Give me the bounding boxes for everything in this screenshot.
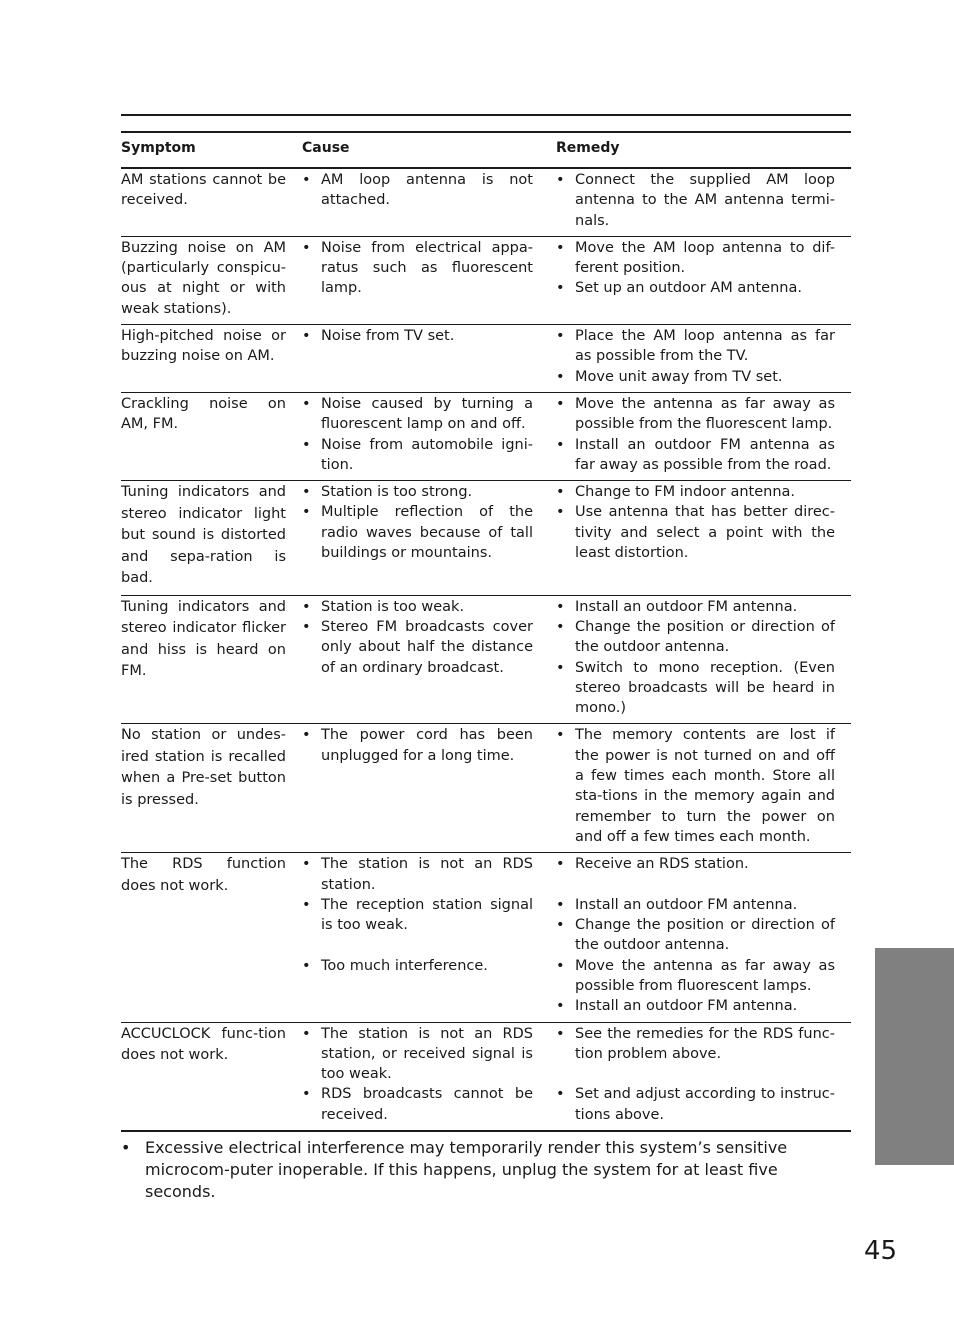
table-row	[121, 392, 851, 480]
cause-item: • Multiple reflection of the radio waves because of tall buildings or mountains.	[302, 502, 533, 563]
remedy-cell	[549, 325, 851, 393]
cause-item: • Stereo FM broadcasts cover only about half the distance of an ordinary broadcast.	[302, 617, 533, 678]
remedy-item: • Install an outdoor FM antenna.	[556, 597, 835, 617]
remedy-item: • See the remedies for the RDS func-tion problem above.	[556, 1024, 835, 1065]
cause-item: • Too much interference.	[302, 956, 533, 976]
remedy-item: • Move unit away from TV set.	[556, 367, 835, 387]
remedy-item: • Move the antenna as far away as possible from the fluorescent lamp.	[556, 394, 835, 435]
table-row	[121, 481, 851, 596]
troubleshooting-table	[121, 131, 851, 1132]
remedy-item: • Connect the supplied AM loop antenna to the AM antenna termi-nals.	[556, 170, 835, 231]
remedy-item: • Receive an RDS station.	[556, 854, 835, 874]
remedy-cell	[549, 724, 851, 853]
cause-cell	[302, 168, 549, 236]
symptom-cell: AM stations cannot be received.	[121, 172, 286, 209]
remedy-item: • Set and adjust according to instruc-tions above.	[556, 1084, 835, 1125]
cause-item: • Station is too weak.	[302, 597, 533, 617]
header-cause: Cause	[302, 140, 350, 156]
remedy-item: • Move the antenna as far away as possible from fluorescent lamps.	[556, 956, 835, 997]
table-row	[121, 325, 851, 393]
remedy-cell	[549, 595, 851, 724]
cause-item: • Noise caused by turning a fluorescent lamp on and off.	[302, 394, 533, 435]
footnote	[121, 1137, 833, 1203]
remedy-item: • Set up an outdoor AM antenna.	[556, 278, 835, 298]
section-side-tab	[875, 948, 954, 1165]
cause-cell	[302, 853, 549, 1022]
cause-item: • Noise from automobile igni-tion.	[302, 435, 533, 476]
remedy-item: • Place the AM loop antenna as far as possible from the TV.	[556, 326, 835, 367]
header-remedy: Remedy	[556, 140, 620, 156]
footnote-text: Excessive electrical interference may temporarily render this system’s sensitive microcom-puter inoperable. If this happens, unplug the system for at least five seconds.	[145, 1138, 788, 1201]
cause-item: • Noise from electrical appa-ratus such as fluorescent lamp.	[302, 238, 533, 299]
remedy-item: • Change to FM indoor antenna.	[556, 482, 835, 502]
symptom-cell: ACCUCLOCK func-tion does not work.	[121, 1025, 286, 1064]
symptom-cell: Tuning indicators and stereo indicator light but sound is distorted and sepa-ration is bad.	[121, 484, 286, 587]
footnote-bullet: •	[121, 1138, 131, 1157]
cause-item: • RDS broadcasts cannot be received.	[302, 1084, 533, 1125]
remedy-item: • Change the position or direction of the outdoor antenna.	[556, 915, 835, 956]
cause-item: • Noise from TV set.	[302, 326, 533, 346]
remedy-item: • Change the position or direction of the outdoor antenna.	[556, 617, 835, 658]
symptom-cell: No station or undes-ired station is recalled when a Pre-set button is pressed.	[121, 727, 286, 808]
cause-cell	[302, 724, 549, 853]
remedy-item: • Use antenna that has better direc-tivity and select a point with the least distortion.	[556, 502, 835, 563]
remedy-item: • Install an outdoor FM antenna.	[556, 996, 835, 1016]
cause-item: • The reception station signal is too weak.	[302, 895, 533, 936]
symptom-cell: Tuning indicators and stereo indicator flicker and hiss is heard on FM.	[121, 598, 286, 680]
cause-cell	[302, 1022, 549, 1131]
remedy-item: • The memory contents are lost if the power is not turned on and off a few times each month. Store all sta-tions in the memory again and remember to turn the power on and off a few times each month.	[556, 725, 835, 847]
top-rule	[121, 114, 851, 116]
cause-item: • AM loop antenna is not attached.	[302, 170, 533, 211]
remedy-item: • Install an outdoor FM antenna as far away as possible from the road.	[556, 435, 835, 476]
cause-item: • The station is not an RDS station, or received signal is too weak.	[302, 1024, 533, 1085]
cause-item: • Station is too strong.	[302, 482, 533, 502]
cause-item: • The power cord has been unplugged for a long time.	[302, 725, 533, 766]
remedy-item: • Move the AM loop antenna to dif-ferent position.	[556, 238, 835, 279]
remedy-cell	[549, 853, 851, 1022]
cause-cell	[302, 595, 549, 724]
remedy-cell	[549, 481, 851, 596]
symptom-cell: Crackling noise on AM, FM.	[121, 395, 286, 433]
remedy-cell	[549, 392, 851, 480]
header-symptom: Symptom	[121, 140, 196, 156]
table-row	[121, 595, 851, 724]
remedy-cell	[549, 1022, 851, 1131]
table-row	[121, 724, 851, 853]
symptom-cell: Buzzing noise on AM (particularly conspicu-ous at night or with weak stations).	[121, 239, 286, 317]
symptom-cell: The RDS function does not work.	[121, 856, 286, 894]
cause-cell	[302, 392, 549, 480]
cause-cell	[302, 236, 549, 324]
remedy-cell	[549, 168, 851, 236]
cause-item: • The station is not an RDS station.	[302, 854, 533, 895]
cause-cell	[302, 481, 549, 596]
table-row	[121, 1022, 851, 1131]
table-header-row	[121, 132, 851, 168]
symptom-cell: High-pitched noise or buzzing noise on AM.	[121, 328, 286, 365]
page-number: 45	[864, 1236, 898, 1266]
cause-cell	[302, 325, 549, 393]
table-row	[121, 236, 851, 324]
remedy-item: • Install an outdoor FM antenna.	[556, 895, 835, 915]
troubleshooting-table-wrap	[121, 131, 851, 1132]
remedy-item: • Switch to mono reception. (Even stereo broadcasts will be heard in mono.)	[556, 658, 835, 719]
table-row	[121, 168, 851, 236]
table-row	[121, 853, 851, 1022]
remedy-cell	[549, 236, 851, 324]
